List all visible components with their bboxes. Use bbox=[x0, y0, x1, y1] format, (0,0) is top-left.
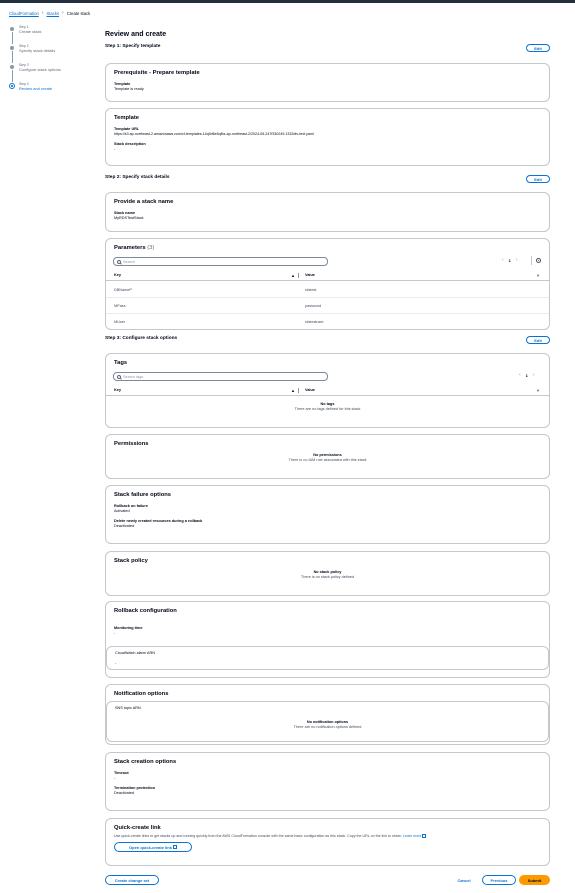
create-change-set-button[interactable]: Create change set bbox=[105, 875, 159, 885]
section-step-2-header bbox=[105, 175, 550, 185]
field-label: Template bbox=[114, 82, 131, 86]
cell-key: DBNameP bbox=[114, 288, 132, 292]
search-placeholder: Search bbox=[123, 259, 136, 264]
chevron-right-icon: › bbox=[62, 10, 64, 16]
cell-value: password bbox=[305, 304, 322, 308]
step-number: Step 4 bbox=[19, 82, 29, 86]
tags-card bbox=[105, 353, 550, 428]
stack-name-card bbox=[105, 192, 550, 232]
card-title: Quick-create link bbox=[114, 825, 161, 831]
sort-caret-icon[interactable]: ▼ bbox=[536, 387, 540, 393]
step-connector bbox=[12, 51, 13, 63]
parameters-card bbox=[105, 238, 550, 330]
empty-state bbox=[114, 570, 541, 580]
field-label: Stack name bbox=[114, 211, 136, 215]
external-link-icon bbox=[173, 845, 177, 849]
sort-caret-icon[interactable]: ▼ bbox=[536, 272, 540, 278]
step-number: Step 3 bbox=[19, 63, 29, 67]
card-title: Notification options bbox=[114, 691, 169, 697]
table-row bbox=[106, 314, 549, 330]
step-dot-icon bbox=[10, 46, 14, 50]
card-title: Template bbox=[114, 115, 140, 121]
stack-failure-card bbox=[105, 485, 550, 544]
external-link-icon bbox=[422, 834, 426, 838]
breadcrumb-current: Create stack bbox=[66, 10, 91, 16]
field-label: Termination protection bbox=[114, 786, 156, 790]
step-label: Create stack bbox=[19, 29, 42, 34]
field-value: - bbox=[115, 661, 117, 665]
step-label: Review and create bbox=[19, 86, 53, 91]
open-quick-create-link-button[interactable] bbox=[114, 842, 192, 852]
permissions-card bbox=[105, 434, 550, 479]
empty-description: There is no stack policy defined bbox=[300, 575, 355, 579]
parameters-title: Parameters bbox=[114, 245, 146, 251]
previous-button[interactable]: Previous bbox=[482, 875, 516, 885]
search-icon bbox=[117, 375, 121, 379]
page-number[interactable]: 1 bbox=[525, 372, 528, 378]
section-title: Step 3: Configure stack options bbox=[105, 336, 178, 341]
page-number[interactable]: 1 bbox=[508, 257, 511, 263]
parameters-search-input[interactable] bbox=[113, 257, 328, 266]
column-header-key[interactable]: Key bbox=[114, 273, 121, 277]
field-label: Rollback on failure bbox=[114, 504, 148, 508]
column-header-key[interactable]: Key bbox=[114, 388, 121, 392]
section-title: Step 2: Specify stack details bbox=[105, 175, 170, 180]
tags-table-header bbox=[106, 385, 549, 396]
description-text: Use quick-create links to get stacks up and running quickly from the AWS CloudFormation console with the same basic configuration as this stack. Copy the URL on the link to share. bbox=[114, 834, 402, 838]
chevron-right-icon: › bbox=[41, 10, 44, 16]
search-icon bbox=[117, 260, 121, 264]
wizard-step-4 bbox=[9, 82, 89, 101]
prerequisite-card bbox=[105, 63, 550, 102]
field-label: Template URL bbox=[114, 127, 140, 131]
empty-title: No tags bbox=[320, 402, 335, 406]
card-title: Stack creation options bbox=[114, 759, 177, 765]
cell-value: rdstest bbox=[305, 288, 317, 292]
field-label: SNS topic ARN bbox=[115, 706, 141, 710]
cloudwatch-alarm-panel bbox=[106, 646, 549, 670]
field-value: Deactivated bbox=[114, 524, 135, 528]
search-placeholder: Search tags bbox=[123, 374, 144, 379]
step-number: Step 2 bbox=[19, 44, 29, 48]
field-label: Timeout bbox=[114, 771, 129, 775]
section-title: Step 1: Specify template bbox=[105, 44, 161, 49]
button-label: Open quick-create link bbox=[129, 844, 172, 850]
edit-step-2-button[interactable]: Edit bbox=[526, 175, 550, 183]
cell-key: MPass bbox=[114, 304, 126, 308]
submit-button[interactable]: Submit bbox=[519, 875, 550, 885]
template-url-value: https://s3.ap-northeast-2.amazonaws.com/cf-templates-14q9d6e5qfbz-ap-northeast-2/2024-05-247f330249.1332dtv-text.yaml bbox=[114, 132, 314, 136]
page-title: Review and create bbox=[105, 31, 167, 38]
gear-icon[interactable] bbox=[536, 258, 541, 263]
step-connector bbox=[12, 70, 13, 82]
field-value: Activated bbox=[114, 509, 130, 513]
chevron-left-icon[interactable]: ‹ bbox=[519, 372, 521, 378]
edit-step-1-button[interactable]: Edit bbox=[526, 44, 550, 52]
empty-title: No notification options bbox=[306, 720, 349, 724]
empty-title: No permissions bbox=[313, 453, 342, 457]
stack-creation-options-card bbox=[105, 752, 550, 811]
column-resizer[interactable] bbox=[298, 273, 299, 278]
card-title: Permissions bbox=[114, 441, 149, 447]
template-card bbox=[105, 108, 550, 166]
step-number: Step 1 bbox=[19, 25, 29, 29]
empty-state bbox=[114, 453, 541, 463]
chevron-right-icon[interactable]: › bbox=[515, 257, 518, 263]
breadcrumb-cloudformation[interactable]: CloudFormation bbox=[9, 10, 39, 16]
field-value: Deactivated bbox=[114, 791, 135, 795]
empty-state bbox=[106, 402, 549, 412]
column-header-value[interactable]: Value bbox=[305, 388, 315, 392]
step-label: Configure stack options bbox=[19, 67, 61, 72]
rollback-configuration-card bbox=[105, 601, 550, 678]
field-value: - bbox=[114, 776, 116, 780]
wizard-step-3[interactable] bbox=[9, 63, 89, 82]
step-connector bbox=[12, 32, 13, 44]
wizard-step-1[interactable] bbox=[9, 25, 89, 44]
notification-options-card bbox=[105, 684, 550, 745]
parameters-count: (3) bbox=[147, 245, 155, 251]
sort-ascending-icon[interactable]: ▲ bbox=[291, 387, 295, 393]
step-dot-icon bbox=[10, 65, 14, 69]
cell-key: MUser bbox=[114, 320, 126, 324]
field-value: - bbox=[114, 147, 116, 151]
column-resizer[interactable] bbox=[298, 388, 299, 393]
field-value: - bbox=[114, 631, 116, 635]
step-dot-icon bbox=[10, 27, 14, 31]
field-label: Delete newly created resources during a rollback bbox=[114, 519, 203, 523]
tags-search-input[interactable] bbox=[113, 372, 328, 381]
pagination bbox=[502, 257, 518, 263]
edit-step-3-button[interactable]: Edit bbox=[526, 336, 550, 344]
card-title: Prerequisite - Prepare template bbox=[114, 70, 200, 76]
field-value: Template is ready bbox=[114, 87, 144, 91]
section-step-3-header bbox=[105, 336, 550, 346]
table-row bbox=[106, 282, 549, 298]
empty-description: There are no notification options defined bbox=[293, 725, 362, 729]
stack-policy-card bbox=[105, 551, 550, 596]
card-title: Stack failure options bbox=[114, 492, 172, 498]
field-label: Monitoring time bbox=[114, 626, 143, 630]
card-title bbox=[114, 245, 154, 251]
sort-ascending-icon[interactable]: ▲ bbox=[291, 272, 295, 278]
pagination bbox=[519, 372, 535, 378]
table-row bbox=[106, 298, 549, 314]
card-title: Provide a stack name bbox=[114, 199, 174, 205]
chevron-right-icon[interactable]: › bbox=[532, 372, 535, 378]
cell-value: rdstestuser bbox=[305, 320, 324, 324]
empty-description: There are no tags defined for this stack bbox=[294, 407, 361, 411]
wizard-step-2[interactable] bbox=[9, 44, 89, 63]
empty-state bbox=[107, 720, 548, 730]
breadcrumb bbox=[9, 10, 90, 16]
field-label: Stack description bbox=[114, 142, 146, 146]
quick-create-card bbox=[105, 818, 550, 866]
divider bbox=[531, 256, 532, 265]
cancel-button[interactable]: Cancel bbox=[457, 877, 471, 883]
column-header-value[interactable]: Value bbox=[305, 273, 315, 277]
quick-create-description bbox=[114, 834, 541, 838]
field-label: CloudWatch alarm ARN bbox=[115, 651, 155, 655]
step-active-dot-icon bbox=[9, 83, 15, 89]
breadcrumb-stacks[interactable]: Stacks bbox=[46, 10, 60, 16]
chevron-left-icon[interactable]: ‹ bbox=[502, 257, 504, 263]
learn-more-link[interactable]: Learn more bbox=[402, 834, 422, 838]
parameters-table-header bbox=[106, 270, 549, 281]
card-title: Rollback configuration bbox=[114, 608, 177, 614]
empty-description: There is no IAM role associated with this stack bbox=[288, 458, 367, 462]
field-value: MyRDSTestStack bbox=[114, 216, 144, 220]
card-title: Tags bbox=[114, 360, 128, 366]
sns-topic-panel bbox=[106, 701, 549, 742]
top-navigation-bar bbox=[0, 0, 575, 3]
step-label: Specify stack details bbox=[19, 48, 56, 53]
wizard-steps bbox=[9, 25, 89, 101]
section-step-1-header bbox=[105, 44, 550, 54]
card-title: Stack policy bbox=[114, 558, 148, 564]
empty-title: No stack policy bbox=[313, 570, 342, 574]
